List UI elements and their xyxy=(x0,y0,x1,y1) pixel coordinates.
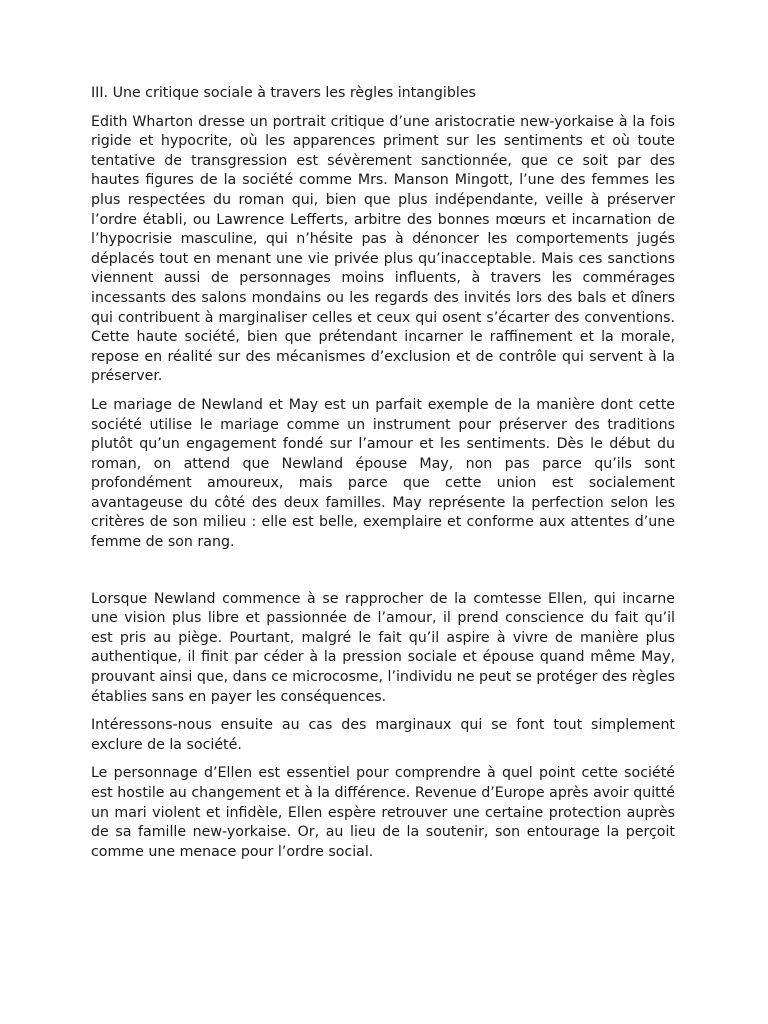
document-body xyxy=(91,84,675,871)
section-heading: III. Une critique sociale à travers les règles intangibles xyxy=(91,85,476,101)
paragraph-newland-ellen: Lorsque Newland commence à se rapprocher de la comtesse Ellen, qui incarne une vision plus libre et passionnée de l’amour, il prend conscience du fait qu’il est pris au piège. Pourtant, malgré le fait qu’il aspire à vivre de manière plus authentique, il finit par céder à la pression sociale et épouse quand même May, prouvant ainsi que, dans ce microcosme, l’individu ne peut se protéger des règles établies sans en payer les conséquences. xyxy=(91,590,675,705)
paragraph-gap xyxy=(91,562,675,590)
paragraph-ellen: Le personnage d’Ellen est essentiel pour comprendre à quel point cette société est hostile au changement et à la différence. Revenue d’Europe après avoir quitté un mari violent et infidèle, Ellen espère retrouver une certaine protection auprès de sa famille new-yorkaise. Or, au lieu de la soutenir, son entourage la perçoit comme une menace pour l’ordre social. xyxy=(91,765,675,860)
paragraph-marriage: Le mariage de Newland et May est un parfait exemple de la manière dont cette société utilise le mariage comme un instrument pour préserver des traditions plutôt qu’un engagement fondé sur l’amour et les sentiments. Dès le début du roman, on attend que Newland épouse May, non pas parce qu’ils sont profondément amoureux, mais parce que cette union est socialement avantageuse du côté des deux familles. May représente la perfection selon les critères de son milieu : elle est belle, exemplaire et conforme aux attentes d’une femme de son rang. xyxy=(91,396,675,551)
paragraph-transition: Intéressons-nous ensuite au cas des marginaux qui se font tout simplement exclure de la société. xyxy=(91,717,675,753)
paragraph-aristocracy: Edith Wharton dresse un portrait critique d’une aristocratie new-yorkaise à la fois rigide et hypocrite, où les apparences priment sur les sentiments et où toute tentative de transgression est sévèrement sanctionnée, que ce soit par des hautes figures de la société comme Mrs. Manson Mingott, l’une des femmes les plus respectées du roman qui, bien que plus indépendante, veille à préserver l’ordre établi, ou Lawrence Lefferts, arbitre des bonnes mœurs et incarnation de l’hypocrisie masculine, qui n’hésite pas à dénoncer les comportements jugés déplacés tout en menant une vie privée plus qu’inacceptable. Mais ces sanctions viennent aussi de personnages moins influents, à travers les commérages incessants des salons mondains ou les regards des invités lors des bals et dîners qui contribuent à marginaliser celles et ceux qui osent s’écarter des conventions. Cette haute société, bien que prétendant incarner le raffinement et la morale, repose en réalité sur des mécanismes d’exclusion et de contrôle qui servent à la préserver. xyxy=(91,113,675,385)
